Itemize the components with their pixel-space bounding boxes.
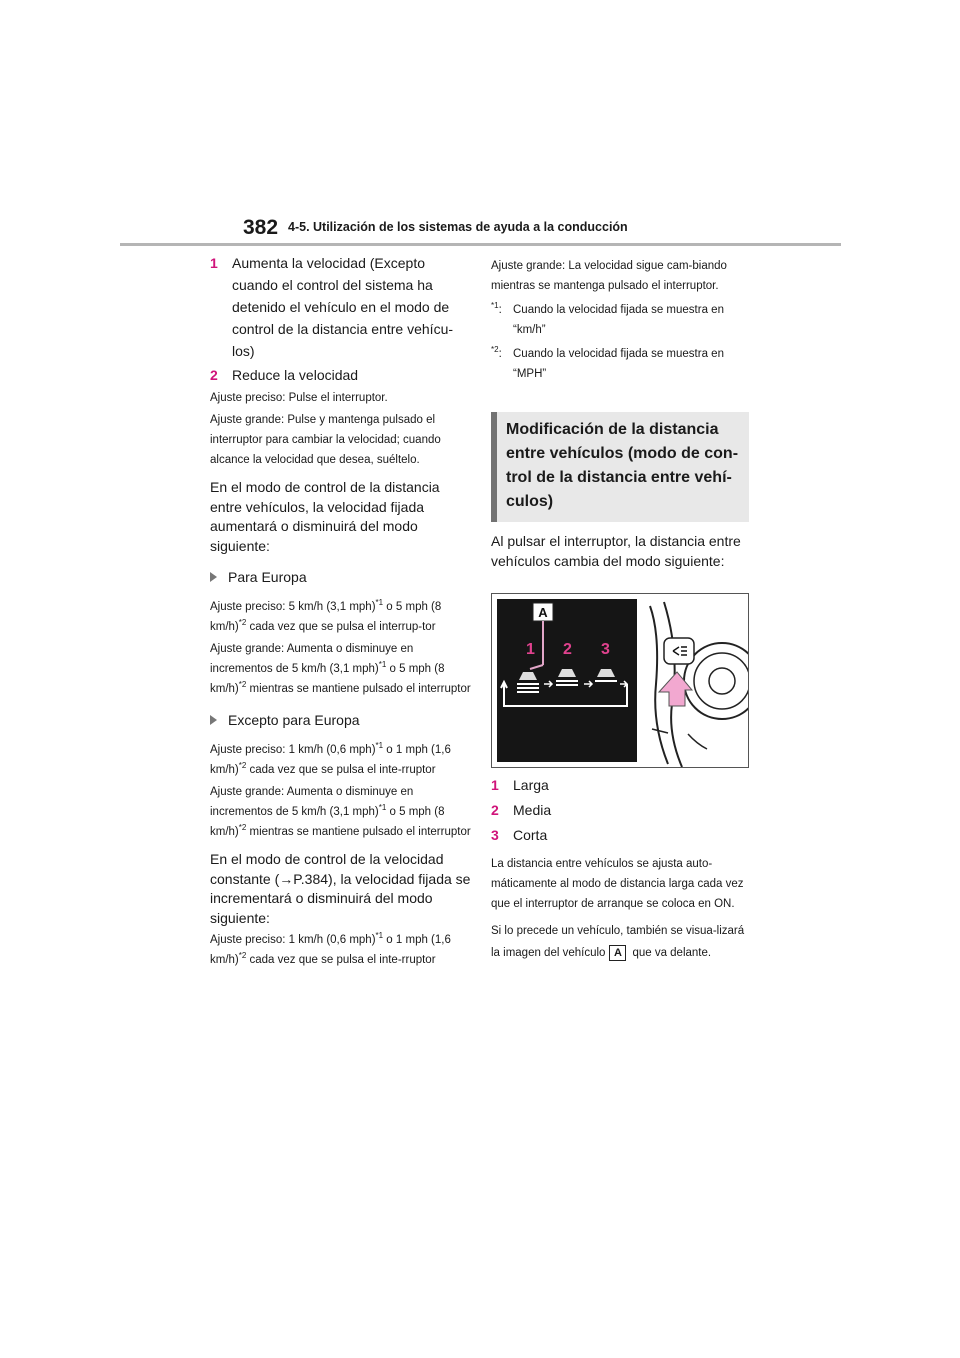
distance-switch-illustration: [492, 594, 748, 767]
step-number: 1: [210, 255, 218, 271]
mode-number-2: 2: [563, 641, 572, 658]
section-title: Modificación de la distancia entre vehículos (modo de con-trol de la distancia entre vehí-culos): [506, 421, 739, 510]
list-item: 3 Corta: [491, 827, 548, 843]
list-item: 2 Media: [491, 802, 552, 818]
constant-fine-note: Ajuste preciso: 1 km/h (0,6 mph)$^{*1}$ o 1 mph (1,6 km/h)$^{*2}$ cada vez que se pulsa el inte-rruptor: [210, 931, 451, 966]
europe-fine-note: Ajuste preciso: 5 km/h (3,1 mph)$^{*1}$ o 5 mph (8 km/h)$^{*2}$ cada vez que se pulsa el interrup-tor: [210, 598, 442, 633]
non-europe-fine-note: Ajuste preciso: 1 km/h (0,6 mph)$^{*1}$ o 1 mph (1,6 km/h)$^{*2}$ cada vez que se pulsa el inte-rruptor: [210, 741, 451, 776]
step-number: 2: [210, 367, 218, 383]
europe-heading: Para Europa: [210, 569, 472, 585]
distance-modes-list: [491, 774, 751, 846]
page-number: 382: [243, 216, 279, 239]
non-europe-heading: Excepto para Europa: [210, 712, 472, 728]
preceding-vehicle-note: Si lo precede un vehículo, también se visua-lizará la imagen del vehículo A que va delante.: [491, 925, 745, 959]
step-text: Reduce la velocidad: [232, 367, 359, 383]
step-1: [210, 252, 472, 362]
europe-coarse-note: Ajuste grande: Aumenta o disminuye en incrementos de 5 km/h (3,1 mph)$^{*1}$ o 5 mph (8 km/h)$^{*2}$ mientras se mantiene pulsado el interruptor: [210, 643, 471, 695]
distance-switch-figure: [491, 593, 749, 768]
mode-number-1: 1: [526, 641, 535, 658]
coarse-adjust-note: Ajuste grande: La velocidad sigue cam-biando mientras se mantenga pulsado el interruptor.: [491, 260, 727, 292]
step-text: Aumenta la velocidad (Excepto cuando el control del sistema ha detenido el vehículo en el modo de control de la distancia entre vehícu-los): [232, 255, 454, 359]
footnote-1: $^{*1}$: Cuando la velocidad fijada se muestra en “km/h”: [491, 301, 724, 336]
callout-a-label: A: [538, 605, 548, 620]
triangle-bullet-icon: [210, 715, 217, 725]
mode-number-3: 3: [601, 641, 610, 658]
callout-a-inline: A: [609, 945, 626, 961]
auto-distance-note: La distancia entre vehículos se ajusta auto-máticamente al modo de distancia larga cada vez que el interruptor de arranque se coloca en ON.: [491, 858, 744, 910]
coarse-adjust-note: Ajuste grande: Pulse y mantenga pulsado el interruptor para cambiar la velocidad; cuando alcance la velocidad que desea, suéltelo.: [210, 414, 441, 466]
non-europe-coarse-note: Ajuste grande: Aumenta o disminuye en incrementos de 5 km/h (3,1 mph)$^{*1}$ o 5 mph (8 km/h)$^{*2}$ mientras se mantiene pulsado el interruptor: [210, 786, 471, 838]
triangle-bullet-icon: [210, 572, 217, 582]
left-column: [210, 252, 472, 970]
fine-adjust-note: Ajuste preciso: Pulse el interruptor.: [210, 392, 388, 404]
step-2: [210, 364, 472, 386]
chapter-title: 4-5. Utilización de los sistemas de ayuda a la conducción: [288, 220, 628, 234]
header-divider: [120, 243, 841, 246]
footnote-2: $^{*2}$: Cuando la velocidad fijada se muestra en “MPH”: [491, 345, 724, 380]
constant-mode-intro: En el modo de control de la velocidad constante (→P.384), la velocidad fijada se incrementará o disminuirá del modo siguiente:: [210, 851, 471, 926]
distance-switch-button: [664, 638, 694, 664]
distance-mode-intro: En el modo de control de la distancia entre vehículos, la velocidad fijada aumentará o disminuirá del modo siguiente:: [210, 479, 440, 554]
right-column: [491, 256, 751, 964]
section-heading-box: [491, 412, 749, 522]
section-intro: Al pulsar el interruptor, la distancia entre vehículos cambia del modo siguiente:: [491, 533, 741, 569]
list-item: 1 Larga: [491, 777, 549, 793]
